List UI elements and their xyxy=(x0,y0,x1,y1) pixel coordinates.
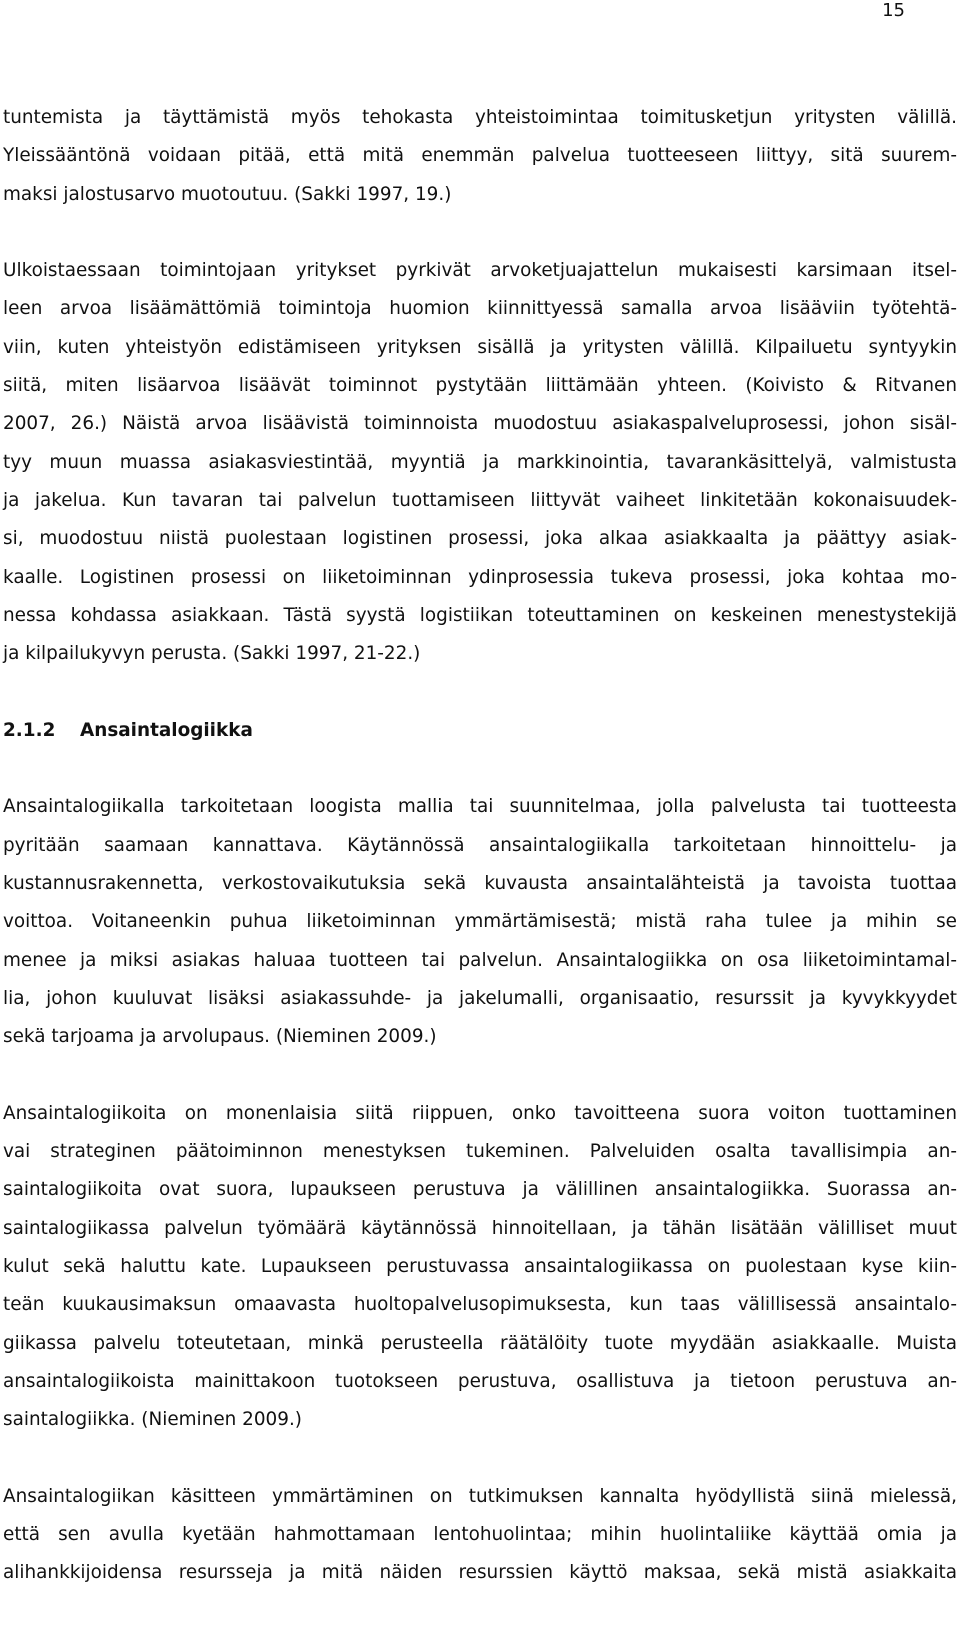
text-line: sekä tarjoama ja arvolupaus. (Nieminen 2009.) xyxy=(3,1026,437,1048)
text-line: kaalle. Logistinen prosessi on liiketoiminnan ydinprosessia tukeva prosessi, joka kohtaa mo- xyxy=(3,566,957,588)
text-line: si, muodostuu niistä puolestaan logistinen prosessi, joka alkaa asiakkaalta ja päättyy asiak- xyxy=(3,528,957,550)
text-line: Ansaintalogiikoita on monenlaisia siitä riippuen, onko tavoitteena suora voiton tuottaminen xyxy=(3,1102,957,1124)
paragraph xyxy=(3,252,957,673)
text-line: menee ja miksi asiakas haluaa tuotteen tai palvelun. Ansaintalogiikka on osa liiketoimintamal- xyxy=(3,949,957,971)
text-line: nessa kohdassa asiakkaan. Tästä syystä logistiikan toteuttaminen on keskeinen menestystekijä xyxy=(3,604,957,626)
section-heading xyxy=(3,712,957,750)
section-title: Ansaintalogiikka xyxy=(80,719,253,741)
page-number: 15 xyxy=(882,0,905,21)
text-line: viin, kuten yhteistyön edistämiseen yrityksen sisällä ja yritysten välillä. Kilpailuetu syntyykin xyxy=(3,336,957,358)
text-line: vai strateginen päätoiminnon menestyksen tukeminen. Palveluiden osalta tavallisimpia an- xyxy=(3,1141,957,1163)
text-line: että sen avulla kyetään hahmottamaan lentohuolintaa; mihin huolintaliike käyttää omia ja xyxy=(3,1523,957,1545)
text-line: kulut sekä haluttu kate. Lupaukseen perustuvassa ansaintalogiikassa on puolestaan kyse kiin- xyxy=(3,1255,957,1277)
text-line: siitä, miten lisäarvoa lisäävät toiminnot pystytään liittämään yhteen. (Koivisto & Ritvanen xyxy=(3,375,957,397)
paragraph xyxy=(3,1478,957,1593)
paragraph xyxy=(3,1095,957,1440)
text-line: ansaintalogiikoista mainittakoon tuotokseen perustuva, osallistuva ja tietoon perustuva an- xyxy=(3,1370,957,1392)
text-line: leen arvoa lisäämättömiä toimintoja huomion kiinnittyessä samalla arvoa lisääviin työtehtä- xyxy=(3,298,957,320)
text-line: maksi jalostusarvo muotoutuu. (Sakki 1997, 19.) xyxy=(3,183,452,205)
text-line: teän kuukausimaksun omaavasta huoltopalvelusopimuksesta, kun taas välillisessä ansaintalo- xyxy=(3,1294,957,1316)
text-line: pyritään saamaan kannattava. Käytännössä ansaintalogiikalla tarkoitetaan hinnoittelu- ja xyxy=(3,834,957,856)
text-line: Ansaintalogiikan käsitteen ymmärtäminen on tutkimuksen kannalta hyödyllistä siinä mielessä, xyxy=(3,1485,957,1507)
paragraph xyxy=(3,788,957,1056)
paragraph xyxy=(3,99,957,214)
document-body xyxy=(3,99,957,1593)
section-number: 2.1.2 xyxy=(3,719,56,741)
text-line: alihankkijoidensa resursseja ja mitä näiden resurssien käyttö maksaa, sekä mistä asiakkaita xyxy=(3,1562,957,1584)
text-line: saintalogiikka. (Nieminen 2009.) xyxy=(3,1409,302,1431)
text-line: Ulkoistaessaan toimintojaan yritykset pyrkivät arvoketjuajattelun mukaisesti karsimaan itsel- xyxy=(3,260,957,282)
text-line: 2007, 26.) Näistä arvoa lisäävistä toiminnoista muodostuu asiakaspalveluprosessi, johon sisäl- xyxy=(3,413,957,435)
text-line: voittoa. Voitaneenkin puhua liiketoiminnan ymmärtämisestä; mistä raha tulee ja mihin se xyxy=(3,911,957,933)
text-line: ja jakelua. Kun tavaran tai palvelun tuottamiseen liittyvät vaiheet linkitetään kokonaisuudek- xyxy=(3,489,957,511)
text-line: lia, johon kuuluvat lisäksi asiakassuhde- ja jakelumalli, organisaatio, resurssit ja kyvykkyydet xyxy=(3,987,957,1009)
text-line: Ansaintalogiikalla tarkoitetaan loogista mallia tai suunnitelmaa, jolla palvelusta tai tuotteesta xyxy=(3,796,957,818)
text-line: saintalogiikoita ovat suora, lupaukseen perustuva ja välillinen ansaintalogiikka. Suorassa an- xyxy=(3,1179,957,1201)
text-line: ja kilpailukyvyn perusta. (Sakki 1997, 21-22.) xyxy=(3,643,421,665)
text-line: giikassa palvelu toteutetaan, minkä perusteella räätälöity tuote myydään asiakkaalle. Muista xyxy=(3,1332,957,1354)
text-line: tyy muun muassa asiakasviestintää, myyntiä ja markkinointia, tavarankäsittelyä, valmistusta xyxy=(3,451,957,473)
text-line: Yleissääntönä voidaan pitää, että mitä enemmän palvelua tuotteeseen liittyy, sitä suurem- xyxy=(3,145,957,167)
text-line: tuntemista ja täyttämistä myös tehokasta yhteistoimintaa toimitusketjun yritysten välillä. xyxy=(3,107,957,128)
text-line: saintalogiikassa palvelun työmäärä käytännössä hinnoitellaan, ja tähän lisätään välilliset muut xyxy=(3,1217,957,1239)
text-line: kustannusrakennetta, verkostovaikutuksia sekä kuvausta ansaintalähteistä ja tavoista tuottaa xyxy=(3,872,957,894)
